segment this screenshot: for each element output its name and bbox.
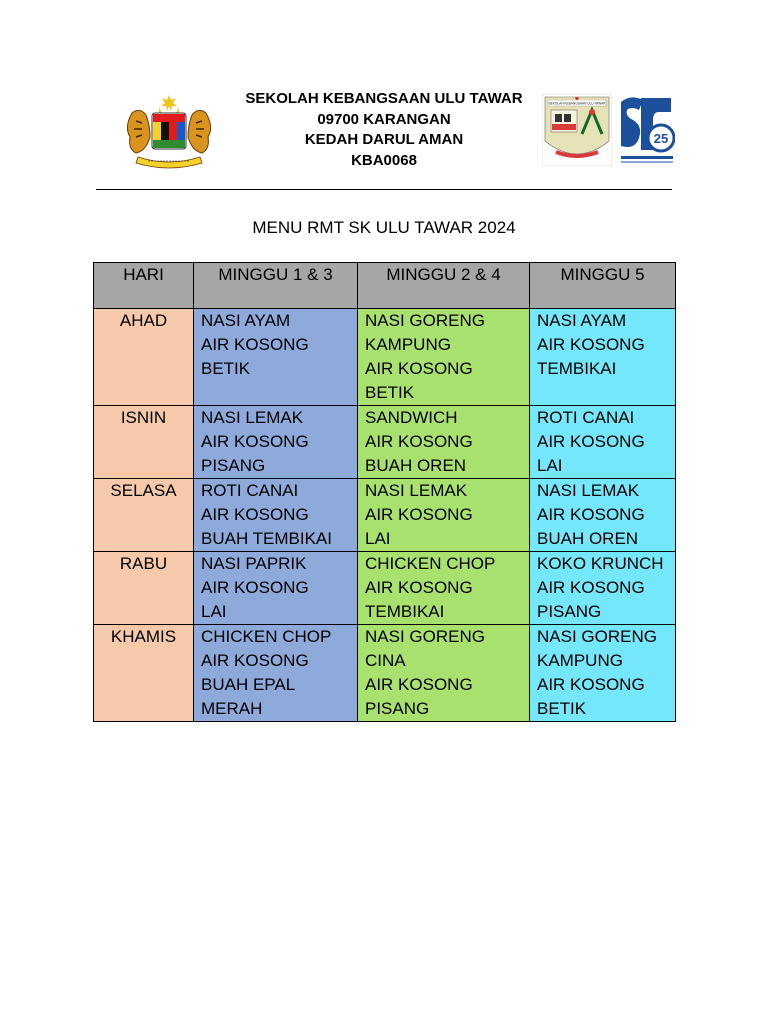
school-name: SEKOLAH KEBANGSAAN ULU TAWAR <box>245 90 523 107</box>
menu-item: ROTI CANAI <box>201 481 299 500</box>
menu-item: NASI LEMAK <box>201 408 304 427</box>
menu-item: NASI PAPRIK <box>201 554 307 573</box>
menu-item: KAMPUNG <box>537 651 623 670</box>
table-row <box>94 406 676 479</box>
menu-item: PISANG <box>201 456 266 475</box>
menu-cell <box>358 625 530 722</box>
menu-item: AIR KOSONG <box>365 675 473 694</box>
menu-item: NASI AYAM <box>537 311 627 330</box>
day-cell: RABU <box>94 552 194 625</box>
menu-item: CHICKEN CHOP <box>365 554 496 573</box>
menu-cell <box>358 552 530 625</box>
table-header-row <box>94 263 676 309</box>
menu-item: BUAH EPAL <box>201 675 296 694</box>
menu-item: ROTI CANAI <box>537 408 635 427</box>
menu-item: AIR KOSONG <box>201 335 309 354</box>
menu-cell <box>530 309 676 406</box>
menu-item: AIR KOSONG <box>537 432 645 451</box>
menu-cell <box>194 479 358 552</box>
menu-item: AIR KOSONG <box>537 335 645 354</box>
menu-cell <box>194 309 358 406</box>
header-divider <box>96 189 672 190</box>
anniversary-number: 25 <box>653 131 669 146</box>
menu-item: AIR KOSONG <box>201 578 309 597</box>
menu-item: AIR KOSONG <box>365 432 473 451</box>
menu-item: BETIK <box>201 359 251 378</box>
menu-cell <box>358 479 530 552</box>
menu-cell <box>530 552 676 625</box>
menu-item: KOKO KRUNCH <box>537 554 664 573</box>
menu-item: BUAH OREN <box>537 529 639 548</box>
menu-item: BUAH OREN <box>365 456 467 475</box>
menu-item: MERAH <box>201 699 263 718</box>
menu-item: NASI AYAM <box>201 311 291 330</box>
menu-item: LAI <box>537 456 563 475</box>
menu-item: LAI <box>365 529 391 548</box>
column-header-hari: HARI <box>94 263 194 309</box>
school-address-block <box>230 89 538 171</box>
menu-item: NASI GORENG <box>365 627 485 646</box>
menu-item: PISANG <box>365 699 430 718</box>
menu-title: MENU RMT SK ULU TAWAR 2024 <box>252 218 516 237</box>
menu-item: BETIK <box>537 699 587 718</box>
menu-item: AIR KOSONG <box>537 675 645 694</box>
table-row <box>94 479 676 552</box>
day-cell: ISNIN <box>94 406 194 479</box>
menu-item: AIR KOSONG <box>201 505 309 524</box>
menu-cell <box>358 309 530 406</box>
menu-item: BUAH TEMBIKAI <box>201 529 332 548</box>
menu-cell <box>530 406 676 479</box>
menu-item: AIR KOSONG <box>365 505 473 524</box>
menu-cell <box>194 406 358 479</box>
menu-item: AIR KOSONG <box>201 432 309 451</box>
day-cell: AHAD <box>94 309 194 406</box>
menu-cell <box>194 552 358 625</box>
menu-item: NASI LEMAK <box>365 481 468 500</box>
menu-item: BETIK <box>365 383 415 402</box>
table-row <box>94 552 676 625</box>
school-code: KBA0068 <box>351 151 417 169</box>
table-row <box>94 309 676 406</box>
menu-item: NASI GORENG <box>537 627 657 646</box>
menu-item: KAMPUNG <box>365 335 451 354</box>
state-name: KEDAH DARUL AMAN <box>304 131 464 148</box>
school-logo-text: SEKOLAH KEBANGSAAN ULU TAWAR <box>548 101 606 106</box>
day-cell: KHAMIS <box>94 625 194 722</box>
day-cell: SELASA <box>94 479 194 552</box>
menu-cell <box>358 406 530 479</box>
school-logo <box>542 94 612 166</box>
menu-item: TEMBIKAI <box>537 359 617 378</box>
menu-item: NASI LEMAK <box>537 481 640 500</box>
menu-cell <box>194 625 358 722</box>
malaysia-coat-of-arms-logo <box>124 93 214 169</box>
menu-item: AIR KOSONG <box>537 578 645 597</box>
menu-cell <box>530 479 676 552</box>
menu-cell <box>530 625 676 722</box>
table-row <box>94 625 676 722</box>
menu-item: CINA <box>365 651 406 670</box>
menu-table <box>93 262 676 722</box>
menu-item: CHICKEN CHOP <box>201 627 332 646</box>
column-header-minggu-5: MINGGU 5 <box>530 263 676 309</box>
menu-item: LAI <box>201 602 227 621</box>
menu-item: TEMBIKAI <box>365 602 445 621</box>
menu-item: AIR KOSONG <box>365 359 473 378</box>
menu-item: AIR KOSONG <box>201 651 309 670</box>
column-header-minggu-2-4: MINGGU 2 & 4 <box>358 263 530 309</box>
menu-item: PISANG <box>537 602 602 621</box>
menu-item: NASI GORENG <box>365 311 485 330</box>
anniversary-25-logo <box>619 94 675 166</box>
menu-item: AIR KOSONG <box>365 578 473 597</box>
menu-item: SANDWICH <box>365 408 458 427</box>
column-header-minggu-1-3: MINGGU 1 & 3 <box>194 263 358 309</box>
menu-item: AIR KOSONG <box>537 505 645 524</box>
postcode-town: 09700 KARANGAN <box>317 110 451 128</box>
